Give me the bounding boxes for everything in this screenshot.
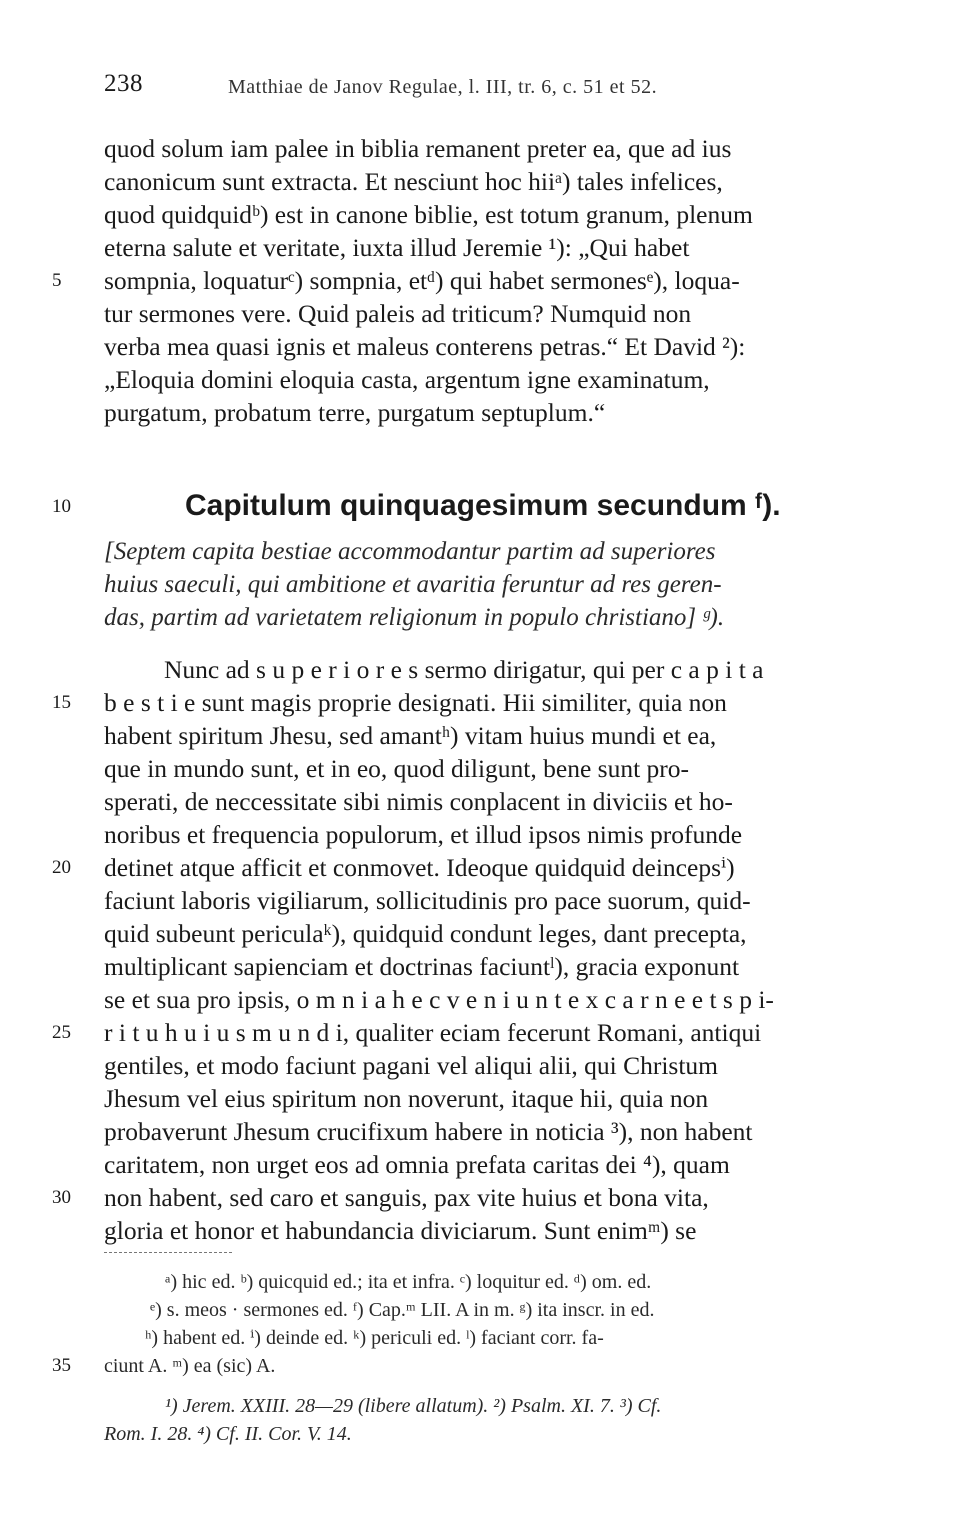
body-line: tur sermones vere. Quid paleis ad triticum? Numquid non: [104, 299, 692, 328]
apparatus-note: ᵃ) hic ed. ᵇ) quicquid ed.; ita et infra. ᶜ) loquitur ed. ᵈ) om. ed.: [165, 1271, 652, 1293]
body-line: non habent, sed caro et sanguis, pax vite huius et bona vita,: [104, 1183, 709, 1212]
line-number: 35: [52, 1355, 71, 1376]
line-number: 5: [52, 270, 62, 291]
footnote-rule: [104, 1252, 232, 1253]
body-line: gentiles, et modo faciunt pagani vel aliqui alii, qui Christum: [104, 1051, 719, 1080]
line-number: 30: [52, 1187, 71, 1208]
body-line: quod solum iam palee in biblia remanent preter ea, que ad ius: [104, 134, 732, 163]
body-line: purgatum, probatum terre, purgatum septuplum.“: [104, 398, 606, 427]
body-line: verba mea quasi ignis et maleus conterens petras.“ Et David ²):: [104, 332, 746, 361]
body-line: b e s t i e sunt magis proprie designati. Hii similiter, quia non: [104, 688, 727, 717]
chapter-summary-line: das, partim ad varietatem religionum in populo christiano] ᵍ).: [104, 604, 725, 631]
body-line: eterna salute et veritate, iuxta illud Jeremie ¹): „Qui habet: [104, 233, 690, 262]
body-line: sperati, de neccessitate sibi nimis conplacent in diviciis et ho-: [104, 787, 733, 816]
body-line: probaverunt Jhesum crucifixum habere in noticia ³), non habent: [104, 1117, 753, 1146]
body-line: que in mundo sunt, et in eo, quod diligunt, bene sunt pro-: [104, 754, 690, 783]
running-head: [104, 72, 884, 106]
page-number: 238: [104, 70, 143, 97]
body-line: quod quidquidᵇ) est in canone biblie, est totum granum, plenum: [104, 200, 753, 229]
body-line: multiplicant sapienciam et doctrinas faciuntˡ), gracia exponunt: [104, 952, 740, 981]
body-line: r i t u h u i u s m u n d i, qualiter eciam fecerunt Romani, antiqui: [104, 1018, 762, 1047]
body-line: sompnia, loquaturᶜ) sompnia, etᵈ) qui habet sermonesᵉ), loqua-: [104, 266, 740, 295]
body-line: habent spiritum Jhesu, sed amantʰ) vitam huius mundi et ea,: [104, 721, 717, 750]
source-note: ¹) Jerem. XXIII. 28—29 (libere allatum). ²) Psalm. XI. 7. ³) Cf.: [165, 1395, 662, 1417]
body-line: Nunc ad s u p e r i o r e s sermo dirigatur, qui per c a p i t a: [164, 655, 764, 684]
line-number: 25: [52, 1022, 71, 1043]
source-note: Rom. I. 28. ⁴) Cf. II. Cor. V. 14.: [104, 1423, 352, 1445]
body-line: noribus et frequencia populorum, et illud ipsos nimis profunde: [104, 820, 743, 849]
body-line: detinet atque afficit et conmovet. Ideoque quidquid deincepsⁱ): [104, 853, 735, 882]
body-line: quid subeunt periculaᵏ), quidquid condunt leges, dant precepta,: [104, 919, 747, 948]
running-title: Matthiae de Janov Regulae, l. III, tr. 6, c. 51 et 52.: [228, 76, 658, 98]
apparatus-note: ʰ) habent ed. ⁱ) deinde ed. ᵏ) periculi ed. ˡ) faciant corr. fa-: [145, 1327, 604, 1349]
line-number: 20: [52, 857, 71, 878]
body-line: faciunt laboris vigiliarum, sollicitudinis pro pace suorum, quid-: [104, 886, 751, 915]
body-line: canonicum sunt extracta. Et nesciunt hoc hiiᵃ) tales infelices,: [104, 167, 723, 196]
line-number: 10: [52, 496, 71, 517]
chapter-summary-line: huius saeculi, qui ambitione et avaritia feruntur ad res geren-: [104, 571, 722, 598]
apparatus-note: ᵉ) s. meos · sermones ed. ᶠ) Cap.ᵐ LII. A in m. ᵍ) ita inscr. in ed.: [150, 1299, 655, 1321]
body-line: gloria et honor et habundancia diviciarum. Sunt enimᵐ) se: [104, 1216, 697, 1245]
apparatus-note: ciunt A. ᵐ) ea (sic) A.: [104, 1355, 276, 1377]
line-number: 15: [52, 692, 71, 713]
chapter-summary-line: [Septem capita bestiae accommodantur partim ad superiores: [104, 538, 716, 565]
body-line: caritatem, non urget eos ad omnia prefata caritas dei ⁴), quam: [104, 1150, 730, 1179]
chapter-heading: Capitulum quinquagesimum secundum ᶠ).: [185, 489, 781, 522]
body-line: se et sua pro ipsis, o m n i a h e c v e n i u n t e x c a r n e e t s p i-: [104, 985, 774, 1014]
body-line: „Eloquia domini eloquia casta, argentum igne examinatum,: [104, 365, 710, 394]
body-line: Jhesum vel eius spiritum non noverunt, itaque hii, quia non: [104, 1084, 709, 1113]
